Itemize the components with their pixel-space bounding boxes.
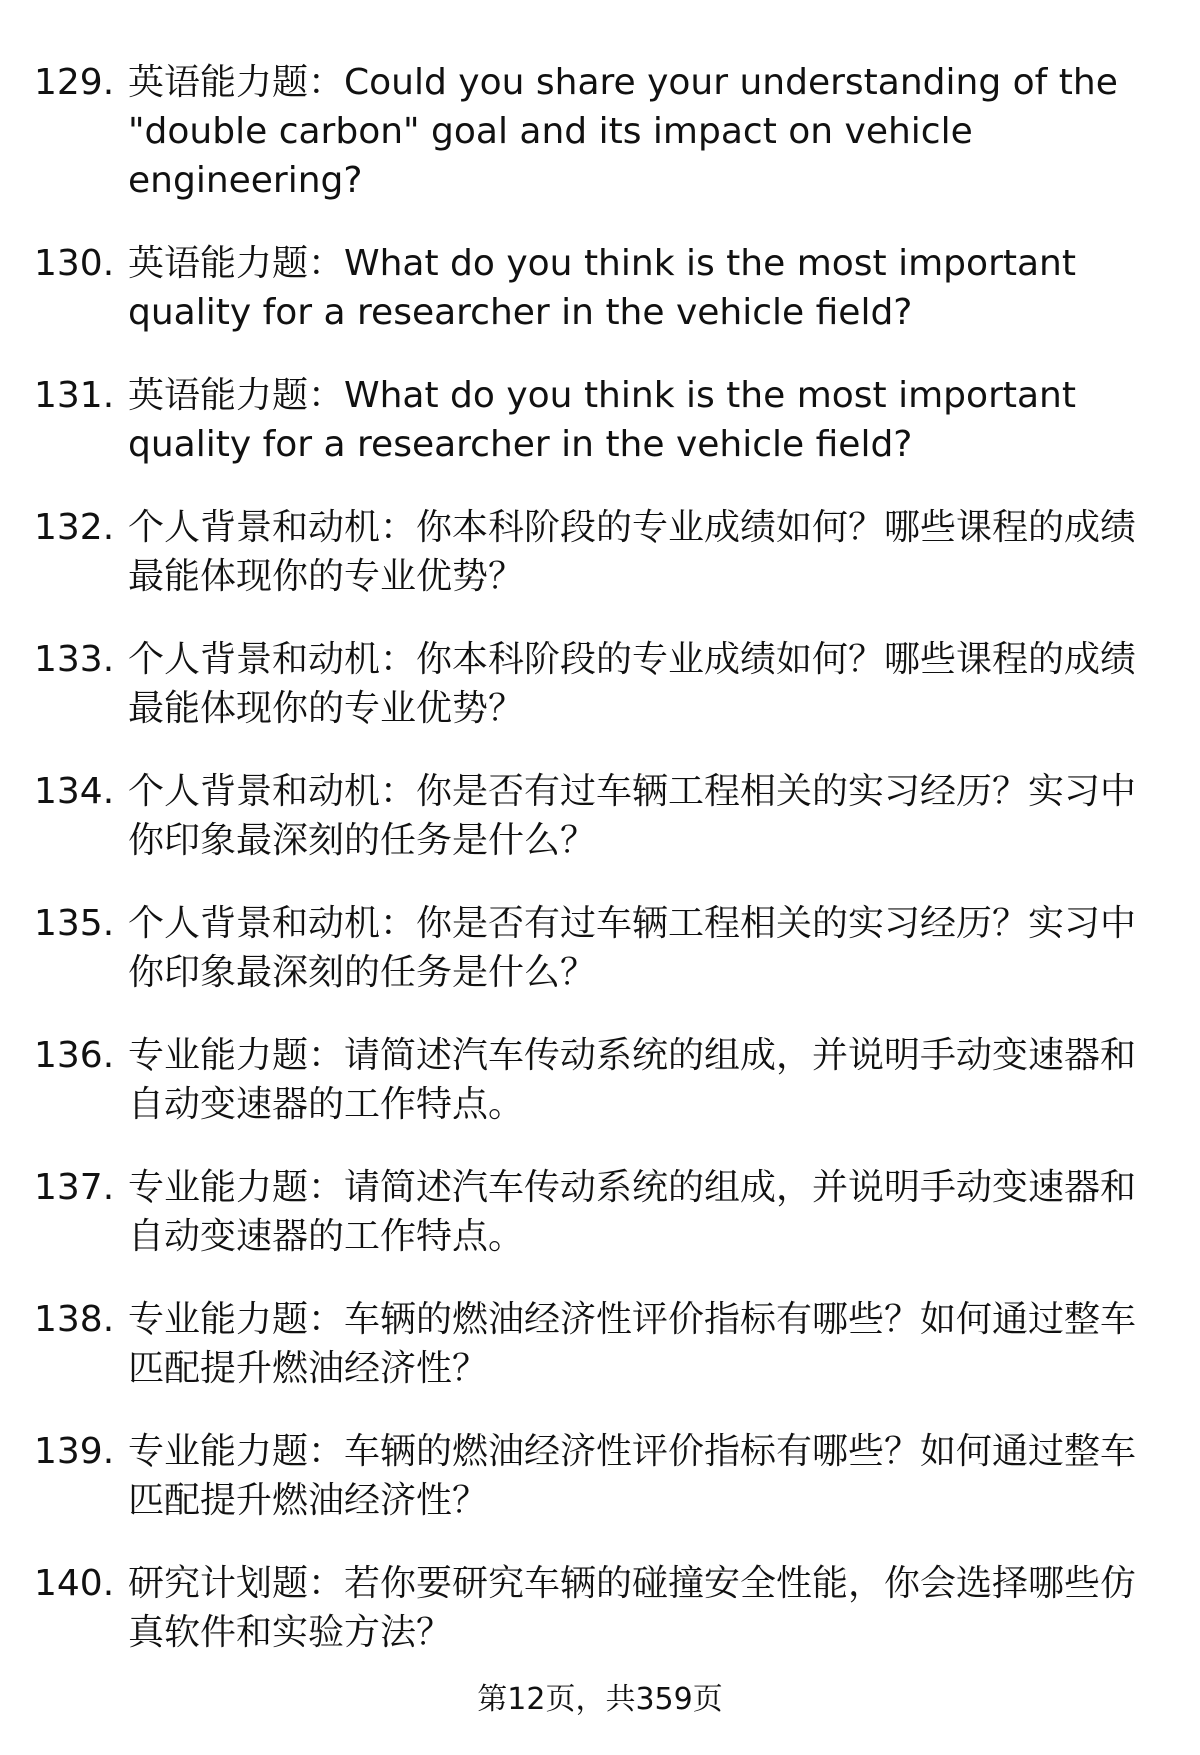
- question-text: 个人背景和动机：你本科阶段的专业成绩如何？哪些课程的成绩最能体现你的专业优势？: [128, 507, 1137, 597]
- question-item: [0, 1559, 1200, 1657]
- question-number: 132.: [34, 507, 115, 548]
- question-item: [0, 635, 1200, 733]
- question-number: 136.: [34, 1035, 115, 1076]
- question-number: 137.: [34, 1167, 115, 1208]
- question-number: 139.: [34, 1431, 115, 1472]
- question-number: 133.: [34, 639, 115, 680]
- question-item: [0, 1427, 1200, 1525]
- question-list: [0, 58, 1200, 1691]
- question-number: 130.: [34, 243, 115, 284]
- question-item: [0, 503, 1200, 601]
- question-text: 个人背景和动机：你本科阶段的专业成绩如何？哪些课程的成绩最能体现你的专业优势？: [128, 639, 1137, 729]
- question-text: 专业能力题：车辆的燃油经济性评价指标有哪些？如何通过整车匹配提升燃油经济性？: [128, 1299, 1137, 1389]
- question-number: 138.: [34, 1299, 115, 1340]
- question-item: [0, 767, 1200, 865]
- question-text: 个人背景和动机：你是否有过车辆工程相关的实习经历？实习中你印象最深刻的任务是什么？: [128, 903, 1137, 993]
- question-item: [0, 899, 1200, 997]
- question-item: [0, 371, 1200, 469]
- question-number: 135.: [34, 903, 115, 944]
- question-item: [0, 1163, 1200, 1261]
- question-number: 131.: [34, 375, 115, 416]
- question-text: 个人背景和动机：你是否有过车辆工程相关的实习经历？实习中你印象最深刻的任务是什么？: [128, 771, 1137, 861]
- question-text: 专业能力题：请简述汽车传动系统的组成，并说明手动变速器和自动变速器的工作特点。: [128, 1167, 1137, 1257]
- question-text: 英语能力题：What do you think is the most important quality for a researcher in the vehicle field?: [128, 243, 1076, 333]
- question-number: 129.: [34, 62, 115, 103]
- question-item: [0, 1031, 1200, 1129]
- question-number: 134.: [34, 771, 115, 812]
- question-text: 专业能力题：请简述汽车传动系统的组成，并说明手动变速器和自动变速器的工作特点。: [128, 1035, 1137, 1125]
- question-item: [0, 58, 1200, 205]
- question-text: 英语能力题：Could you share your understanding of the "double carbon" goal and its impact on vehicle engineering?: [128, 62, 1118, 201]
- question-text: 英语能力题：What do you think is the most important quality for a researcher in the vehicle field?: [128, 375, 1076, 465]
- question-item: [0, 1295, 1200, 1393]
- question-number: 140.: [34, 1563, 115, 1604]
- page-footer: 第12页，共359页: [477, 1682, 723, 1717]
- question-item: [0, 239, 1200, 337]
- question-text: 专业能力题：车辆的燃油经济性评价指标有哪些？如何通过整车匹配提升燃油经济性？: [128, 1431, 1137, 1521]
- question-text: 研究计划题：若你要研究车辆的碰撞安全性能，你会选择哪些仿真软件和实验方法？: [128, 1563, 1137, 1653]
